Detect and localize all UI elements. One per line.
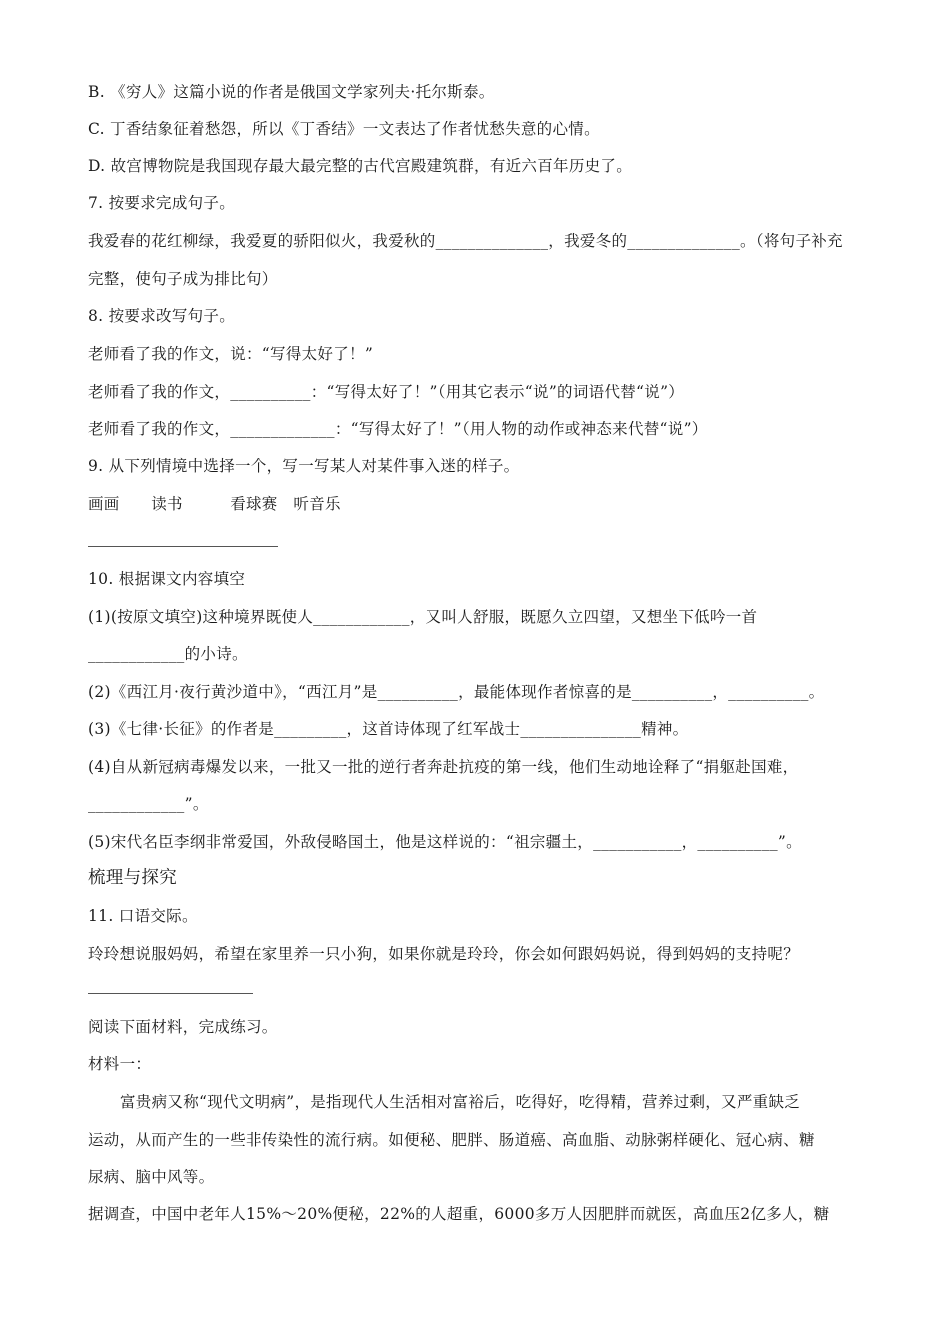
answer-line-11[interactable] xyxy=(88,993,253,994)
question-11-prompt: 玲玲想说服妈妈，希望在家里养一只小狗，如果你就是玲玲，你会如何跟妈妈说，得到妈妈的支持呢？ xyxy=(88,945,800,963)
option-b: B. 《穷人》这篇小说的作者是俄国文学家列夫·托尔斯泰。 xyxy=(88,83,495,101)
answer-line-9[interactable] xyxy=(88,546,278,547)
question-8-title: 8. 按要求改写句子。 xyxy=(88,307,236,325)
question-10-4-cont: ____________”。 xyxy=(88,795,209,813)
material-one-label: 材料一： xyxy=(88,1055,152,1073)
option-c: C. 丁香结象征着愁怨，所以《丁香结》一文表达了作者忧愁失意的心情。 xyxy=(88,120,600,138)
question-10-2: (2)《西江月·夜行黄沙道中》，“西江月”是__________，最能体现作者惊喜的是__________，__________。 xyxy=(88,683,825,701)
question-10-1-cont: ____________的小诗。 xyxy=(88,645,248,663)
question-8-rewrite-2: 老师看了我的作文，_____________：“写得太好了！”（用人物的动作或神态来代替“说”） xyxy=(88,420,708,438)
question-9-title: 9. 从下列情境中选择一个，写一写某人对某件事入迷的样子。 xyxy=(88,457,520,475)
material-paragraph-1: 富贵病又称“现代文明病”，是指现代人生活相对富裕后，吃得好，吃得精，营养过剩，又严重缺乏 xyxy=(120,1093,801,1111)
question-10-1: (1)(按原文填空)这种境界既使人____________，又叫人舒服，既愿久立四望，又想坐下低吟一首 xyxy=(88,608,758,626)
question-9-options: 画画 读书 看球赛 听音乐 xyxy=(88,495,341,513)
section-heading: 梳理与探究 xyxy=(88,868,177,888)
question-7-sentence-cont: 完整，使句子成为排比句） xyxy=(88,270,278,288)
option-d: D. 故宫博物院是我国现存最大最完整的古代宫殿建筑群，有近六百年历史了。 xyxy=(88,157,633,175)
material-paragraph-2: 运动，从而产生的一些非传染性的流行病。如便秘、肥胖、肠道癌、高血脂、动脉粥样硬化、冠心病、糖 xyxy=(88,1131,815,1149)
material-paragraph-4: 据调查，中国中老年人15%～20%便秘，22%的人超重，6000多万人因肥胖而就医，高血压2亿多人，糖 xyxy=(88,1205,830,1223)
question-10-3: (3)《七律·长征》的作者是_________，这首诗体现了红军战士_______________精神。 xyxy=(88,720,689,738)
question-8-rewrite-1: 老师看了我的作文，__________：“写得太好了！”（用其它表示“说”的词语代替“说”） xyxy=(88,383,685,401)
material-paragraph-3: 尿病、脑中风等。 xyxy=(88,1168,215,1186)
question-10-5: (5)宋代名臣李纲非常爱国，外敌侵略国土，他是这样说的：“祖宗疆土，___________，__________”。 xyxy=(88,833,802,851)
question-7-sentence: 我爱春的花红柳绿，我爱夏的骄阳似火，我爱秋的______________，我爱冬的______________。（将句子补充 xyxy=(88,232,843,250)
reading-instruction: 阅读下面材料，完成练习。 xyxy=(88,1018,278,1036)
question-11-title: 11. 口语交际。 xyxy=(88,907,198,925)
question-10-4: (4)自从新冠病毒爆发以来，一批又一批的逆行者奔赴抗疫的第一线，他们生动地诠释了“捐躯赴国难， xyxy=(88,758,799,776)
question-8-original: 老师看了我的作文，说：“写得太好了！” xyxy=(88,345,374,363)
question-7-title: 7. 按要求完成句子。 xyxy=(88,194,236,212)
question-10-title: 10. 根据课文内容填空 xyxy=(88,570,246,588)
